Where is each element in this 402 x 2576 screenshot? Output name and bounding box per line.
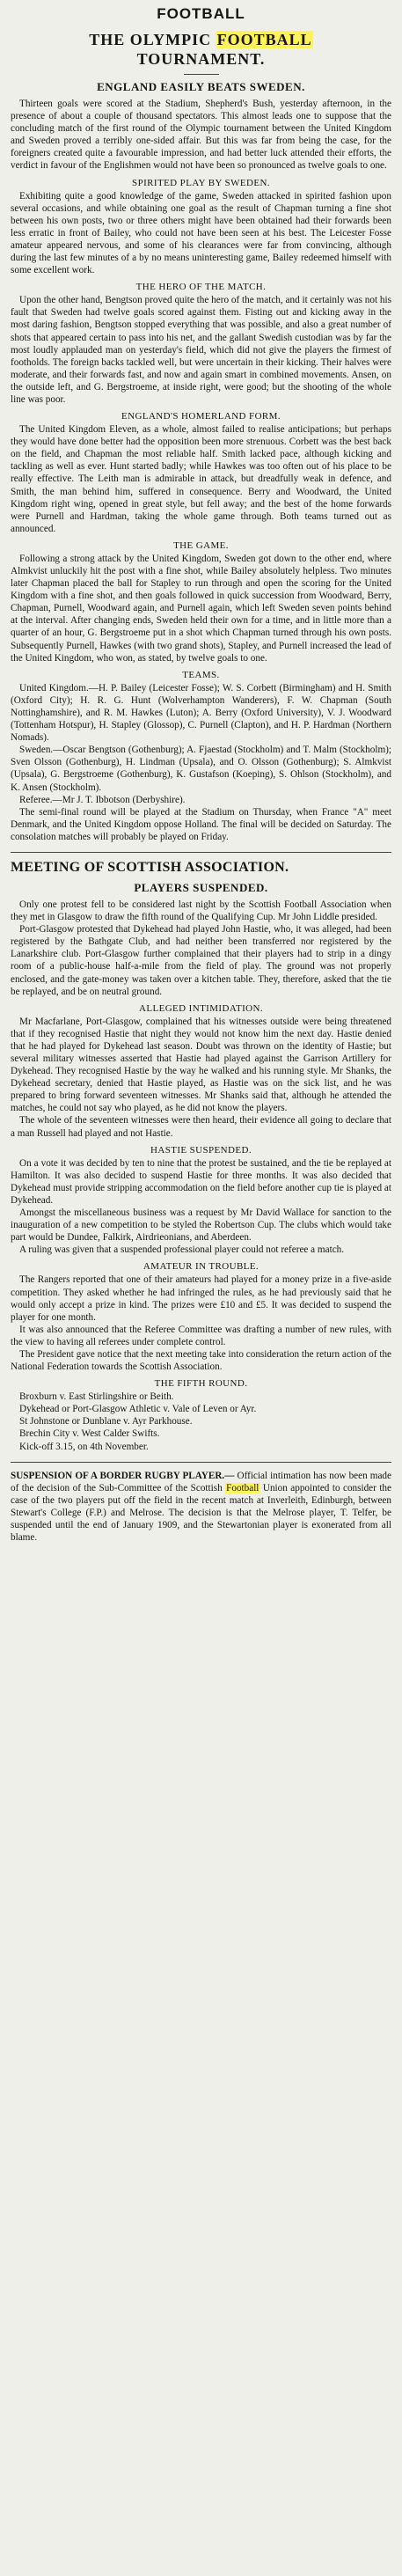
headline-part-1: THE OLYMPIC: [89, 31, 216, 48]
article-headline: SUSPENSION OF A BORDER RUGBY PLAYER.—: [11, 1470, 235, 1481]
section-subhead: SPIRITED PLAY BY SWEDEN.: [132, 177, 270, 188]
paragraph: [11, 1470, 391, 1545]
paragraph: Amongst the miscellaneous business was a request by Mr David Wallace for sanction to the inauguration of a new competition to be styled the Robertson Cup. The clubs which would take part would be Dundee, Falkirk, Airdrieonians, and Aberdeen.: [11, 1207, 391, 1244]
article-subhead: ENGLAND EASILY BEATS SWEDEN.: [97, 80, 305, 93]
fixture-line: Kick-off 3.15, on 4th November.: [19, 1441, 149, 1452]
article-subhead: PLAYERS SUSPENDED.: [134, 880, 268, 894]
section-subhead: AMATEUR IN TROUBLE.: [143, 1261, 259, 1273]
text-highlight: Football: [226, 1482, 259, 1493]
paragraph: Sweden.—Oscar Bengtson (Gothenburg); A. Fjaestad (Stockholm) and T. Malm (Stockholm); Sven Olsson (Gothenburg), H. Lindman (Upsala), and O. Olsson (Gothenburg); S. Almkvist (Upsala), G. Bergstroeme (Gothenburg), K. Gustafson (Koeping), S. Ohlson (Stockholm), and K. Ansen (Stockholm).: [11, 745, 391, 793]
section-subhead: ENGLAND'S HOMERLAND FORM.: [121, 411, 281, 422]
article-divider: [11, 1462, 391, 1463]
newspaper-page: [11, 0, 391, 1544]
section-subhead: ALLEGED INTIMIDATION.: [139, 1002, 263, 1014]
paragraph: Mr Macfarlane, Port-Glasgow, complained that his witnesses outside were being threatened that if they recognised Hastie that night they would not know him the next day. Hastie denied that he had played for Dykehead last season. Doubt was thrown on the identity of Hastie; but several military witnesses asserted that Hastie had played against the Garrison Artillery for Dykehead. They recognised Hastie by the way he walked and his running style. Mr Shanks, the Dykehead secretary, denied that Hastie played, as Hastie was on the sick list, and he was prepared to bring forward seventeen witnesses. Mr Shanks said that, although he attended the matches, he could not say who played, as he did not know the players.: [11, 1016, 391, 1114]
fixture-line: Dykehead or Port-Glasgow Athletic v. Vale of Leven or Ayr.: [19, 1404, 257, 1415]
article-divider: [11, 852, 391, 853]
paragraph: Port-Glasgow protested that Dykehead had played John Hastie, who, it was alleged, had been registered by the Bathgate Club, and had neither been transferred nor registered by the Lanarkshire club. Port-Glasgow further complained that their players had to strip in a dingy room of a public-house half-a-mile from the field of play. The ground was not properly enclosed, and the gate-money was taken over a kitchen table. They, therefore, asked that the tie be replayed, and be on neutral ground.: [11, 924, 391, 997]
paragraph-text-1: Official intimation has now been made of the decision of the Sub-Committee of the Scottish: [11, 1470, 391, 1493]
fixture-line: St Johnstone or Dunblane v. Ayr Parkhouse.: [19, 1416, 193, 1427]
paragraph: The semi-final round will be played at the Stadium on Thursday, when France "A" meet Denmark, and the United Kingdom oppose Holland. The final will be decided on Saturday. The consolation matches will probably be played on Friday.: [11, 806, 391, 842]
headline-part-2: TOURNAMENT.: [136, 50, 266, 68]
paragraph: The Rangers reported that one of their amateurs had played for a money prize in a five-aside competition. They asked whether he had infringed the rules, as he had previously said that he would only accept a prize in kind. The prizes were £10 and £5. It was decided to suspend the player for one month.: [11, 1274, 391, 1323]
section-subhead: THE GAME.: [173, 539, 229, 551]
paragraph: The President gave notice that the next meeting take into consideration the return action of the National Federation towards the Scottish Association.: [11, 1348, 391, 1373]
paragraph: It was also announced that the Referee Committee was drafting a number of new rules, with the view to having all referees under complete control.: [11, 1324, 391, 1347]
paragraph: Following a strong attack by the United Kingdom, Sweden got down to the other end, where Almkvist unluckily hit the post with a fine shot, while Bailey absolutely helpless. Two minutes later Chapman placed the ball for Stapley to run through and open the scoring for the United Kingdom with a fine shot, and then goals followed in quick succession from Woodward, Berry, Chapman, Purnell, Woodward again, and Purnell again, which left Sweden seven points behind at the interval. After changing ends, Sweden held their own for a time, and in little more than a quarter of an hour, G. Bergstroeme put in a shot which Chapman turned through his own posts. Subsequently Purnell, Hawkes (with two grand shots), Stapley, and Purnell increased the lead of the United Kingdom, who won, as stated, by twelve goals to one.: [11, 553, 391, 664]
article-scottish-association: [11, 860, 391, 1453]
paragraph: The whole of the seventeen witnesses were then heard, their evidence all going to declare that a man Russell had played and not Hastie.: [11, 1115, 391, 1139]
section-title: FOOTBALL: [157, 5, 245, 22]
paragraph: United Kingdom.—H. P. Bailey (Leicester Fosse); W. S. Corbett (Birmingham) and H. Smith (Oxford City); H. R. G. Hunt (Wolverhampton Wanderers), F. W. Chapman (South Nottinghamshire), and R. M. Hawkes (Luton); A. Berry (Oxford University), V. J. Woodward (Tottenham Hotspur), H. Stapley (Glossop), C. Purnell (Clapton), and H. P. Hardman (Northern Nomads).: [11, 682, 391, 744]
fixture-line: Brechin City v. West Calder Swifts.: [19, 1428, 160, 1440]
paragraph: The United Kingdom Eleven, as a whole, almost failed to realise anticipations; but perhaps they would have done better had the opposition been more strenuous. Corbett was the best back on the field, and Chapman the most reliable half. Smith lacked pace, although kicking and tackling as well as ever. Hunt started badly; while Hawkes was too often out of his place to be really effective. The Leith man is admirable in attack, but dreadfully weak in defence, and Smith, the man behind him, suffered in consequence. Berry and Woodward, the United Kingdom right wing, opened in great style, but fell away; and the best of the home forwards were Purnell and Hardman, taking the whole game through. Both teams turned out as announced.: [11, 424, 391, 534]
paragraph: Referee.—Mr J. T. Ibbotson (Derbyshire).: [19, 794, 186, 805]
article-headline: MEETING OF SCOTTISH ASSOCIATION.: [11, 859, 289, 875]
fixture-line: Broxburn v. East Stirlingshire or Beith.: [19, 1391, 174, 1403]
section-subhead: THE FIFTH ROUND.: [154, 1378, 248, 1390]
section-subhead: THE HERO OF THE MATCH.: [135, 282, 267, 293]
paragraph: Thirteen goals were scored at the Stadium, Shepherd's Bush, yesterday afternoon, in the presence of about a couple of thousand spectators. This almost leads one to suppose that the concluding match of the first round of the Olympic tournament between the United Kingdom and Sweden proved a terribly one-sided affair. But this was far from being the case, for the foreigners created quite a favourable impression, and had better luck attended their efforts, the verdict in favour of the Englishmen would not have been so pronounced as twelve goals to one.: [11, 99, 391, 172]
paragraph-text-2: Union appointed to consider the case of the two players put off the field in the recent match at Inverleith, Edinburgh, between Stewart's College (F.P.) and Melrose. The decision is that the Melrose player, T. Telfer, be suspended until the end of January 1909, and the Stewartonian player is exonerated from all blame.: [11, 1482, 391, 1544]
paragraph: Upon the other hand, Bengtson proved quite the hero of the match, and it certainly was not his fault that Sweden had twelve goals scored against them. Fisting out and kicking away in the most daring fashion, Bengtson stopped everything that was possible, and also a great number of shots that appeared certain to pass into his net, and the gallant Swedish custodian was by far the most loudly applauded man on yesterday's field, which did not give the players the firmest of footholds. The foreign backs tackled well, but were uncertain in their kicking. Their halves were moderate, and their forwards fast, and now and again smart in combined movements. Ansen, on the outside left, and G. Bergstroeme, at inside right, were good; but the shooting of the whole line was poor.: [11, 295, 391, 405]
paragraph: A ruling was given that a suspended professional player could not referee a match.: [19, 1244, 345, 1256]
section-subhead: TEAMS.: [182, 669, 220, 680]
headline-highlight: FOOTBALL: [216, 31, 312, 48]
article-olympic-football: [11, 30, 391, 843]
section-subhead: HASTIE SUSPENDED.: [150, 1144, 252, 1156]
paragraph: Only one protest fell to be considered last night by the Scottish Football Association when they met in Glasgow to draw the fifth round of the Qualifying Cup. Mr John Liddle presided.: [11, 899, 391, 923]
article-headline: [11, 30, 391, 69]
divider: [184, 74, 219, 75]
paragraph: Exhibiting quite a good knowledge of the game, Sweden attacked in spirited fashion upon several occasions, and while obtaining one goal as the result of Chapman turning a fine shot between his own posts, two or three others might have been obtained had their forwards been less erratic in front of Bailey, who could not have been seen at his best. The Leicester Fosse amateur appeared nervous, and some of his clearances were far from convincing, although during the last few minutes of a by no means uninteresting game, Bailey redeemed himself with some excellent work.: [11, 190, 391, 276]
paragraph: On a vote it was decided by ten to nine that the protest be sustained, and the tie be replayed at Hamilton. It was also decided to suspend Hastie for three months. It was also decided that Dykehead must provide stripping accommodation on the field before another cup tie is played at Dykehead.: [11, 1157, 391, 1206]
article-rugby-suspension: [11, 1470, 391, 1545]
